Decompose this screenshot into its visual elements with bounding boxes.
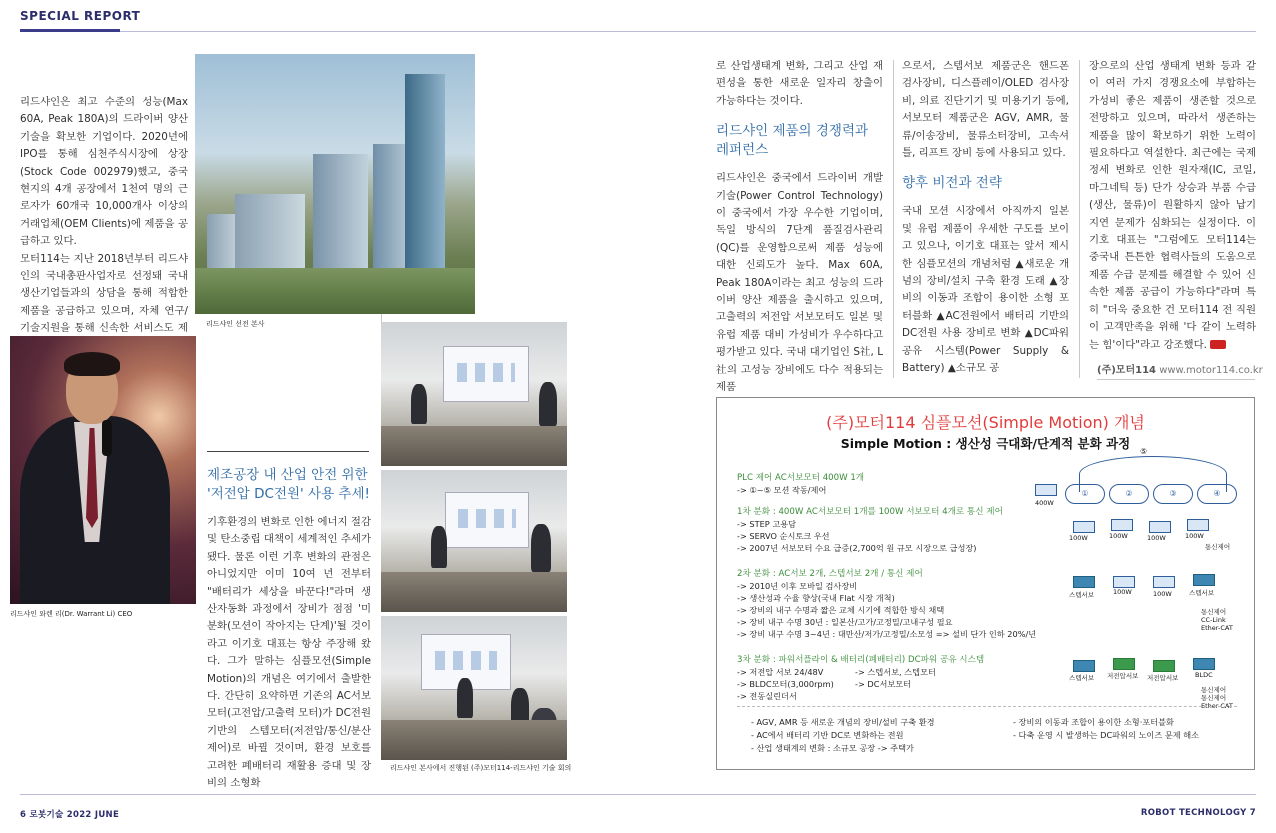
- col2-top: 으로서, 스텝서보 제품군은 핸드폰 검사장비, 디스플레이/OLED 검사장비, 의료 진단기기 및 미용기기 등에, 서보모터 제품군은 AGV, AMR, 물류/이송장비, 물류소터장비, 고속셔틀, 리프트 장비 등에 사용되고 있다.: [902, 60, 1069, 160]
- ceo-photo-caption: 리드샤인 와렌 리(Dr. Warrant Li) CEO: [10, 610, 133, 618]
- ceo-photo: [10, 336, 196, 604]
- section1-column: [207, 460, 371, 793]
- intro-column: [20, 94, 188, 355]
- servo-icon: [1111, 519, 1133, 531]
- stage-1: ①: [1065, 484, 1105, 504]
- right-column-3: [1089, 58, 1256, 354]
- simple-motion-diagram: (주)모터114 심플모션(Simple Motion) 개념 Simple Motion : 생산성 극대화/단계적 분화 과정 PLC 제어 AC서보모터 400W 1개 -> ①~⑤ 모션 작동/제어 1차 분화 : 400W AC서보모터 1개를 100W 서보모터 4개로 통신 제어 -> STEP 고용담 -> SERVO 순시토크 우선 -> 2007년 서보모터 수요 급증(2,700억 원 규모 시장으로 급성장) 2차 분화 : AC서보 2개, 스텝서보 2개 / 통신 제어 -> 2010년 이후 모바일 검사장비 -> 생산성과 수율 향상(국내 Flat 시장 개척) -> 장비의 내구 수명과 짧은 교체 시기에 적합한 방식 채택 -> 장비 내구 수명 30년 : 일본산/고가/고정밀/고내구성 필요 -> 장비 내구 수명 3~4년 : 대만산/저가/고정밀/소모성 => 설비 단가 인하 20%/년 3차 분화 : 파워서플라이 & 배터리(폐배터리) DC파워 공유 시스템 -> 저전압 서보 24/48V -> BLDC모터(3,000rpm) -> 전동실린더서 -> 스텝서보, 스텝모터 -> DC서보모터 ⑤ 400W ① ② ③ ④ 100W 100W 100W 100W 통신제어 스텝서보 100W 100W 스텝서보 통신제어 CC-Link Ether-CAT 스텝서보 저전압서보 저전압서보 BLDC 통신제어 통신제어 Ether-CAT - AGV, AMR 등 새로운 개념의 장비/설비 구축 환경 - AC에서 배터리 기반 DC로 변화하는 전원 - 산업 생태계의 변화 : 소규모 공장 -> 주택가 - 장비의 이동과 조합이 용이한 소형·포터블화 - 다축 운영 시 발생하는 DC파워의 노이즈 문제 해소: [716, 397, 1255, 770]
- low-voltage-servo-icon: [1153, 660, 1175, 672]
- stage-4: ④: [1197, 484, 1237, 504]
- intro-paragraph: 리드샤인은 최고 수준의 성능(Max 60A, Peak 180A)의 드라이버 양산기술을 확보한 기업이다. 2020년에 IPO를 통해 심천주식시장에 상장(Stock Code 002979)했고, 중국 현지의 4개 공장에서 1천여 명의 근로자가 60개국 10,000개사 이상의 거래업체(OEM Clients)에 제품을 공급하고 있다.: [20, 96, 188, 248]
- col3-body: 장으로의 산업 생태계 변화 등과 같이 여러 가지 경쟁요소에 부합하는 가성비 좋은 제품이 생존할 것으로 전망하고 있으며, 따라서 생존하는 제품을 많이 확보하기 위한 노력이 필요하다고 역설한다. 최근에는 국제정세 변화로 인한 원자재(IC, 코일, 마그네틱 등) 단가 상승과 부품 수급(생산, 물류)이 원활하지 않아 납기 지연 문제가 심화되는 실정이다. 이기호 대표는 "그럼에도 모터114는 중국내 튼튼한 협력사들의 도움으로 제품 수급 문제를 해결할 수 있어 신속한 제품 공급이 가능하다"라며 특히 "더욱 중요한 건 모터114 전 직원이 고객만족을 위해 '다 같이 노력하는 힘'이다"라고 강조했다.: [1089, 60, 1256, 351]
- end-mark-icon: [1210, 340, 1226, 349]
- step-servo-icon: [1073, 660, 1095, 672]
- section3-title: 향후 비전과 전략: [902, 175, 1002, 192]
- section1-title: 제조공장 내 산업 안전 위한 '저전압 DC전원' 사용 추세!: [207, 467, 370, 502]
- stage-2: ②: [1109, 484, 1149, 504]
- diagram-bullet-right-0: - 장비의 이동과 조합이 용이한 소형·포터블화: [1013, 717, 1174, 727]
- servo-icon: [1113, 576, 1135, 588]
- section2-body: 리드샤인은 중국에서 드라이버 개발기술(Power Control Technology)이 중국에서 가장 우수한 기업이며, 독일 방식의 7단계 품질검사관리(QC)를 운영함으로써 제품 성능에 대한 신뢰도가 높다. Max 60A, Peak 180A이라는 최고 성능의 드라이버 양산 제품을 출시하고 있으며, 고출력의 저전압 서보모터도 일본 및 유럽 제품 대비 가성비가 우수하다고 평가받고 있다. 국내 대기업인 S社, L社의 고성능 장비에도 다수 적용되는 제품: [716, 172, 883, 394]
- section-label: SPECIAL REPORT: [20, 9, 141, 23]
- diagram-section-0: PLC 제어 AC서보모터 400W 1개 -> ①~⑤ 모션 작동/제어: [737, 473, 865, 495]
- col1-top: 로 산업생태계 변화, 그리고 산업 재편성을 통한 새로운 일자리 창출이 가능하다는 것이다.: [716, 60, 883, 107]
- step-servo-icon: [1073, 576, 1095, 588]
- section1-body: 기후환경의 변화로 인한 에너지 절감 및 탄소중립 대책이 세계적인 추세가 됐다. 물론 이런 기후 변화의 관점은 아니었지만 이미 10여 년 전부터 "배터리가 세상을 바꾼다!"라며 생산자동화 과정에서 장비가 점점 '미분화(모션이 작아지는 단계)'될 것이라고 이기호 대표는 항상 주장해 왔다. 그가 말하는 심플모션(Simple Motion)의 개념은 여기에서 출발한다. 간단히 요약하면 기존의 AC서보모터(고전압/고출력 모터)가 DC전원 기반의 스텝모터(저전압/통신/분산제어)로 바뀔 것이며, 환경 보호를 고려한 폐배터리 재활용 증대 및 장비의 소형화: [207, 516, 371, 790]
- source-credit: [1097, 361, 1263, 376]
- diagram-subtitle: Simple Motion : 생산성 극대화/단계적 분화 과정: [840, 436, 1131, 451]
- right-folio: ROBOT TECHNOLOGY 7: [1140, 808, 1256, 818]
- diagram-section-2: 2차 분화 : AC서보 2개, 스텝서보 2개 / 통신 제어 -> 2010년 이후 모바일 검사장비 -> 생산성과 수율 향상(국내 Flat 시장 개척) -> 장비의 내구 수명과 짧은 교체 시기에 적합한 방식 채택 -> 장비 내구 수명 30년 : 일본산/고가/고정밀/고내구성 필요 -> 장비 내구 수명 3~4년 : 대만산/저가/고정밀/소모성 => 설비 단가 인하 20%/년: [737, 569, 1037, 639]
- diagram-bullet-left-0: - AGV, AMR 등 새로운 개념의 장비/설비 구축 환경: [751, 717, 935, 727]
- hq-photo-caption: 리드샤인 선전 본사: [206, 320, 265, 328]
- servo-icon: [1187, 519, 1209, 531]
- left-folio: 6 로봇기술 2022 JUNE: [20, 810, 120, 820]
- diagram-bullet-right-1: - 다축 운영 시 발생하는 DC파워의 노이즈 문제 해소: [1013, 730, 1200, 740]
- headquarters-photo: [195, 54, 475, 314]
- step-servo-icon: [1193, 574, 1215, 586]
- section2-title: 리드샤인 제품의 경쟁력과 레퍼런스: [716, 123, 869, 159]
- diagram-section-1: 1차 분화 : 400W AC서보모터 1개를 100W 서보모터 4개로 통신 제어 -> STEP 고용담 -> SERVO 순시토크 우선 -> 2007년 서보모터 수요 급증(2,700억 원 규모 시장으로 급성장): [737, 507, 1003, 553]
- source-company: (주)모터114: [1097, 365, 1156, 376]
- source-url: www.motor114.co.kr: [1159, 365, 1263, 376]
- right-column-1: [716, 58, 883, 397]
- header-divider: [120, 31, 1256, 32]
- diagram-title: (주)모터114 심플모션(Simple Motion) 개념: [826, 413, 1145, 432]
- meeting-photo-1: [381, 322, 567, 466]
- header-accent-rule: [20, 29, 120, 32]
- servo-icon: [1073, 521, 1095, 533]
- right-column-2: [902, 58, 1069, 378]
- servo-icon: [1153, 576, 1175, 588]
- stage-5-label: ⑤: [1140, 447, 1148, 456]
- servo-icon: [1149, 521, 1171, 533]
- diagram-bullet-left-1: - AC에서 배터리 기반 DC로 변화하는 전원: [751, 730, 904, 740]
- motor-400w-icon: [1035, 484, 1057, 496]
- section3-body: 국내 모션 시장에서 아직까지 일본 및 유럽 제품이 우세한 구도를 보이고 있으나, 이기호 대표는 앞서 제시한 심플모션의 개념처럼 ▲새로운 개념의 장비/설치 구축 환경 도래 ▲장비의 이동과 조합이 용이한 소형 포터블화 ▲AC전원에서 배터리 기반의 DC전원 사용 장비로 변화 ▲DC파워 공유 시스템(Power Supply & Battery) ▲소규모 공: [902, 205, 1069, 375]
- stage-3: ③: [1153, 484, 1193, 504]
- second-paragraph: 모터114는 지난 2018년부터 리드샤인의 국내총판사업자로 선정돼 국내 생산기업들과의 상담을 통해 적합한 제품을 공급하고 있으며, 자체 연구/기술지원을 통해 신속한 서비스도 제: [20, 252, 188, 335]
- meeting-photo-caption: 리드샤인 본사에서 진행된 (주)모터114-리드샤인 기술 회의: [390, 764, 572, 772]
- bldc-motor-icon: [1193, 658, 1215, 670]
- diagram-bullet-left-2: - 산업 생태계의 변화 : 소규모 공장 -> 주택가: [751, 743, 914, 753]
- footer-divider: [20, 794, 1256, 795]
- meeting-photo-2: [381, 470, 567, 612]
- low-voltage-servo-icon: [1113, 658, 1135, 670]
- diagram-section-3: 3차 분화 : 파워서플라이 & 배터리(폐배터리) DC파워 공유 시스템 -> 저전압 서보 24/48V -> BLDC모터(3,000rpm) -> 전동실린더서 -> 스텝서보, 스텝모터 -> DC서보모터: [737, 655, 985, 701]
- meeting-photo-3: [381, 616, 567, 760]
